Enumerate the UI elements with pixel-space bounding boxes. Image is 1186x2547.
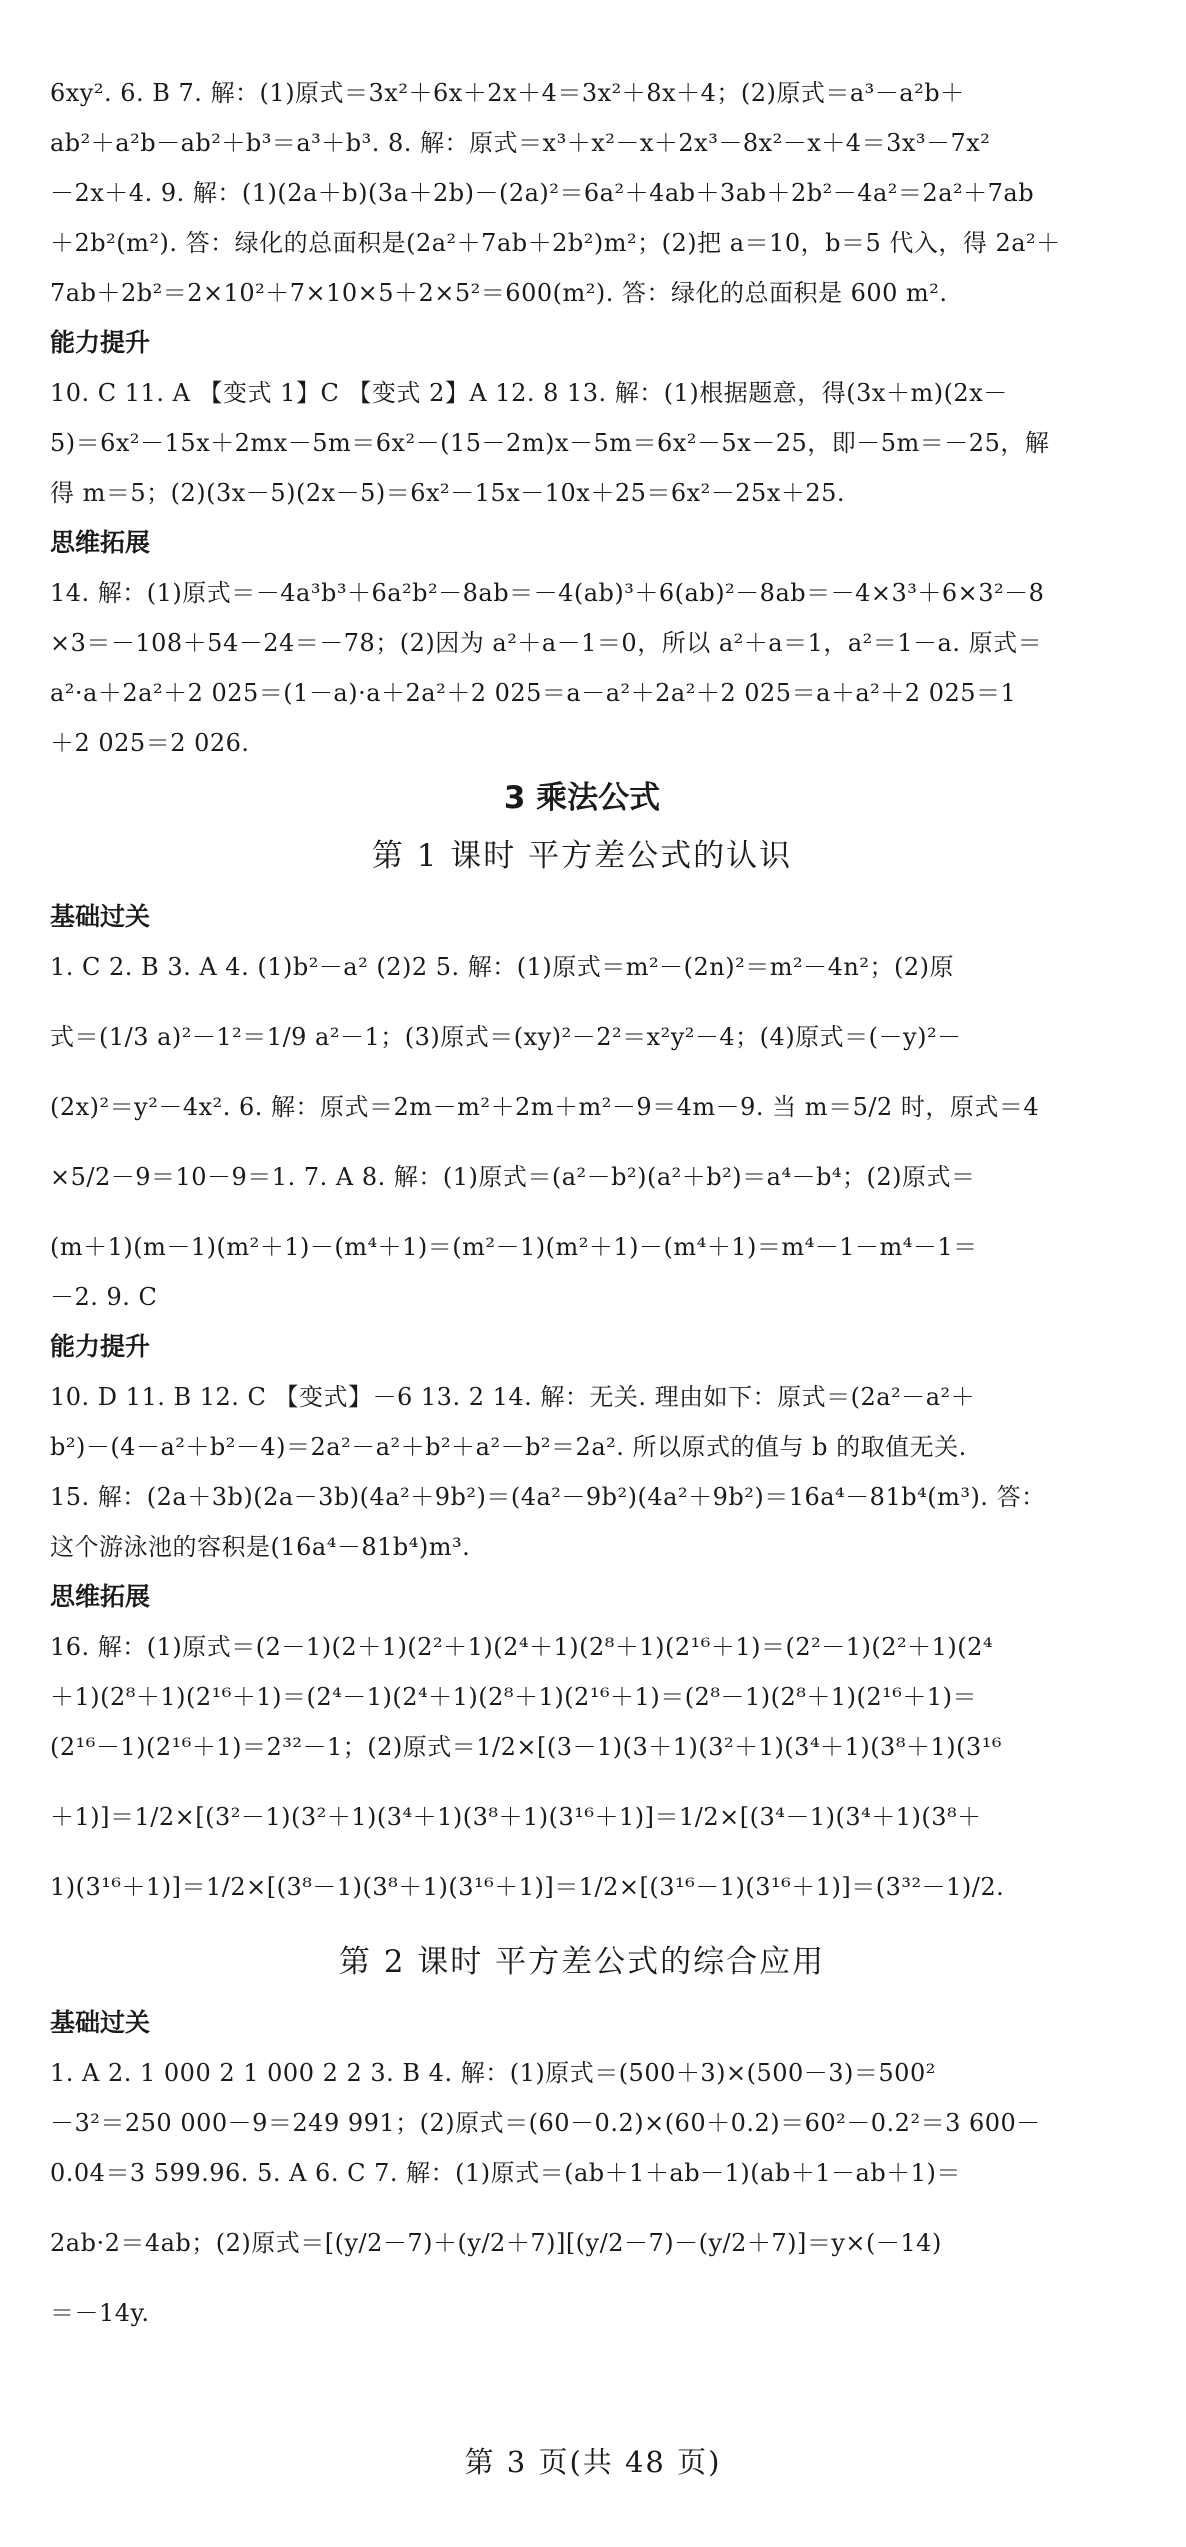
answer-line: ＋1)(2⁸＋1)(2¹⁶＋1)＝(2⁴－1)(2⁴＋1)(2⁸＋1)(2¹⁶＋1)＝(2⁸－1)(2⁸＋1)(2¹⁶＋1)＝ [50, 1683, 977, 1711]
answer-line: ×3＝－108＋54－24＝－78；(2)因为 a²＋a－1＝0，所以 a²＋a＝1，a²＝1－a. 原式＝ [50, 629, 1043, 657]
answer-line: 5)＝6x²－15x＋2mx－5m＝6x²－(15－2m)x－5m＝6x²－5x－25，即－5m＝－25，解 [50, 429, 1050, 457]
subsection-heading: 基础过关 [50, 902, 151, 931]
answer-line: 7ab＋2b²＝2×10²＋7×10×5＋2×5²＝600(m²). 答：绿化的总面积是 600 m². [50, 279, 948, 307]
subsection-heading: 思维拓展 [50, 1582, 151, 1611]
answer-line: ab²＋a²b－ab²＋b³＝a³＋b³. 8. 解：原式＝x³＋x²－x＋2x³－8x²－x＋4＝3x³－7x² [50, 129, 991, 157]
answer-line: 得 m＝5；(2)(3x－5)(2x－5)＝6x²－15x－10x＋25＝6x²－25x＋25. [50, 479, 846, 507]
answer-line: ＋1)]＝1/2×[(3²－1)(3²＋1)(3⁴＋1)(3⁸＋1)(3¹⁶＋1)]＝1/2×[(3⁴－1)(3⁴＋1)(3⁸＋ [50, 1803, 982, 1831]
answer-line: a²·a＋2a²＋2 025＝(1－a)·a＋2a²＋2 025＝a－a²＋2a²＋2 025＝a＋a²＋2 025＝1 [50, 679, 1017, 707]
answer-line: －2x＋4. 9. 解：(1)(2a＋b)(3a＋2b)－(2a)²＝6a²＋4ab＋3ab＋2b²－4a²＝2a²＋7ab [50, 179, 1035, 207]
subsection-heading: 基础过关 [50, 2008, 151, 2037]
answer-line: 2ab·2＝4ab；(2)原式＝[(y/2－7)＋(y/2＋7)][(y/2－7)－(y/2＋7)]＝y×(－14) [50, 2229, 942, 2257]
answer-line: 14. 解：(1)原式＝－4a³b³＋6a²b²－8ab＝－4(ab)³＋6(ab)²－8ab＝－4×3³＋6×3²－8 [50, 579, 1045, 607]
page-footer: 第 3 页(共 48 页) [464, 2445, 722, 2479]
answer-line: (m＋1)(m－1)(m²＋1)－(m⁴＋1)＝(m²－1)(m²＋1)－(m⁴＋1)＝m⁴－1－m⁴－1＝ [50, 1233, 978, 1261]
answer-line: 0.04＝3 599.96. 5. A 6. C 7. 解：(1)原式＝(ab＋1＋ab－1)(ab＋1－ab＋1)＝ [50, 2159, 961, 2187]
answer-line: (2¹⁶－1)(2¹⁶＋1)＝2³²－1；(2)原式＝1/2×[(3－1)(3＋1)(3²＋1)(3⁴＋1)(3⁸＋1)(3¹⁶ [50, 1733, 1002, 1761]
answer-line: 15. 解：(2a＋3b)(2a－3b)(4a²＋9b²)＝(4a²－9b²)(4a²＋9b²)＝16a⁴－81b⁴(m³). 答： [50, 1483, 1046, 1511]
subsection-heading: 能力提升 [50, 328, 151, 357]
answer-line: 1. C 2. B 3. A 4. (1)b²－a² (2)2 5. 解：(1)原式＝m²－(2n)²＝m²－4n²；(2)原 [50, 953, 954, 981]
lesson-title: 第 2 课时 平方差公式的综合应用 [338, 1944, 826, 1980]
answer-line: ×5/2－9＝10－9＝1. 7. A 8. 解：(1)原式＝(a²－b²)(a²＋b²)＝a⁴－b⁴；(2)原式＝ [50, 1163, 976, 1191]
section-title: 3 乘法公式 [503, 780, 661, 816]
answer-line: 1. A 2. 1 000 2 1 000 2 2 3. B 4. 解：(1)原式＝(500＋3)×(500－3)＝500² [50, 2059, 936, 2087]
answer-line: 式＝(1/3 a)²－1²＝1/9 a²－1；(3)原式＝(xy)²－2²＝x²y²－4；(4)原式＝(－y)²－ [50, 1023, 962, 1051]
subsection-heading: 能力提升 [50, 1332, 151, 1361]
answer-line: ＋2b²(m²). 答：绿化的总面积是(2a²＋7ab＋2b²)m²；(2)把 a＝10，b＝5 代入，得 2a²＋ [50, 229, 1061, 257]
answer-line: ＝－14y. [50, 2299, 150, 2327]
answer-line: b²)－(4－a²＋b²－4)＝2a²－a²＋b²＋a²－b²＝2a². 所以原式的值与 b 的取值无关. [50, 1433, 967, 1461]
answer-line: 这个游泳池的容积是(16a⁴－81b⁴)m³. [50, 1533, 471, 1561]
page-content [50, 78, 1114, 2328]
lesson-title: 第 1 课时 平方差公式的认识 [371, 838, 793, 874]
answer-line: －2. 9. C [50, 1283, 158, 1311]
answer-line: ＋2 025＝2 026. [50, 729, 250, 757]
answer-line: 10. C 11. A 【变式 1】C 【变式 2】A 12. 8 13. 解：(1)根据题意，得(3x＋m)(2x－ [50, 379, 1008, 407]
subsection-heading: 思维拓展 [50, 528, 151, 557]
answer-line: 6xy². 6. B 7. 解：(1)原式＝3x²＋6x＋2x＋4＝3x²＋8x＋4；(2)原式＝a³－a²b＋ [50, 79, 965, 107]
answer-line: 10. D 11. B 12. C 【变式】－6 13. 2 14. 解：无关. 理由如下：原式＝(2a²－a²＋ [50, 1383, 976, 1411]
answer-line: 1)(3¹⁶＋1)]＝1/2×[(3⁸－1)(3⁸＋1)(3¹⁶＋1)]＝1/2×[(3¹⁶－1)(3¹⁶＋1)]＝(3³²－1)/2. [50, 1873, 1005, 1901]
answer-line: (2x)²＝y²－4x². 6. 解：原式＝2m－m²＋2m＋m²－9＝4m－9. 当 m＝5/2 时，原式＝4 [50, 1093, 1040, 1121]
answer-line: 16. 解：(1)原式＝(2－1)(2＋1)(2²＋1)(2⁴＋1)(2⁸＋1)(2¹⁶＋1)＝(2²－1)(2²＋1)(2⁴ [50, 1633, 994, 1661]
answer-line: －3²＝250 000－9＝249 991；(2)原式＝(60－0.2)×(60＋0.2)＝60²－0.2²＝3 600－ [50, 2109, 1041, 2137]
